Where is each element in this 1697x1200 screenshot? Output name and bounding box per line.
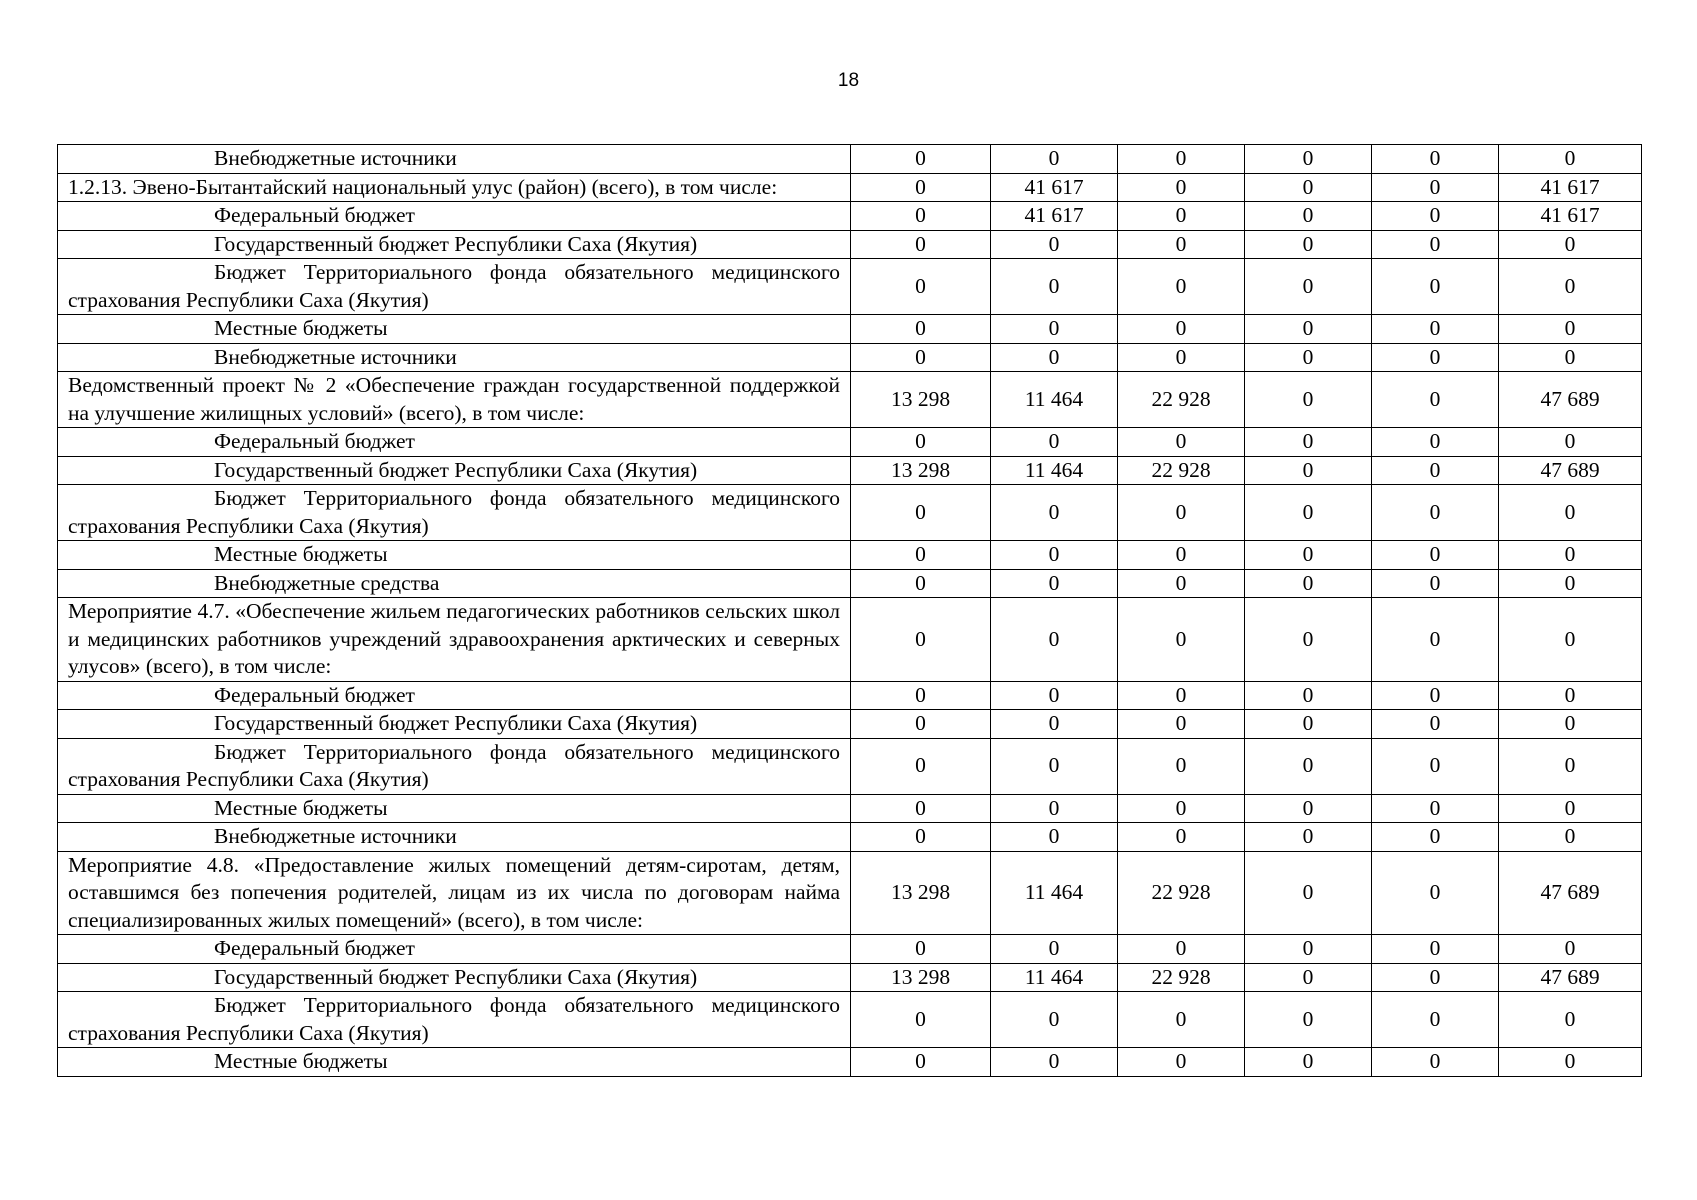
table-row	[58, 823, 1642, 852]
funding-source-label: Местные бюджеты	[58, 541, 851, 570]
total-cell: 0	[1499, 145, 1642, 174]
total-cell: 47 689	[1499, 456, 1642, 485]
value-cell: 13 298	[851, 963, 991, 992]
value-cell: 11 464	[991, 963, 1118, 992]
table-row	[58, 259, 1642, 315]
budget-table-body	[58, 145, 1642, 1077]
value-cell: 0	[1245, 428, 1372, 457]
table-row	[58, 1048, 1642, 1077]
value-cell: 0	[1245, 230, 1372, 259]
page-number: 18	[837, 70, 860, 91]
value-cell: 0	[1118, 935, 1245, 964]
value-cell: 0	[1118, 485, 1245, 541]
total-cell: 0	[1499, 259, 1642, 315]
total-cell: 0	[1499, 428, 1642, 457]
value-cell: 0	[851, 1048, 991, 1077]
value-cell: 0	[1372, 935, 1499, 964]
value-cell: 22 928	[1118, 456, 1245, 485]
value-cell: 0	[851, 541, 991, 570]
table-row	[58, 202, 1642, 231]
table-row	[58, 485, 1642, 541]
value-cell: 0	[851, 230, 991, 259]
value-cell: 0	[1372, 794, 1499, 823]
value-cell: 0	[1118, 992, 1245, 1048]
value-cell: 0	[991, 710, 1118, 739]
table-row	[58, 935, 1642, 964]
value-cell: 0	[1245, 541, 1372, 570]
table-row	[58, 428, 1642, 457]
value-cell: 0	[1245, 343, 1372, 372]
value-cell: 0	[1245, 738, 1372, 794]
table-row	[58, 738, 1642, 794]
table-row	[58, 541, 1642, 570]
value-cell: 11 464	[991, 851, 1118, 935]
table-row	[58, 794, 1642, 823]
value-cell: 0	[851, 145, 991, 174]
value-cell: 0	[991, 230, 1118, 259]
total-cell: 0	[1499, 681, 1642, 710]
value-cell: 22 928	[1118, 963, 1245, 992]
value-cell: 0	[1245, 173, 1372, 202]
funding-source-label: Федеральный бюджет	[58, 681, 851, 710]
value-cell: 0	[1372, 173, 1499, 202]
funding-source-label: Внебюджетные источники	[58, 823, 851, 852]
funding-source-label: Федеральный бюджет	[58, 935, 851, 964]
table-row	[58, 963, 1642, 992]
value-cell: 0	[1245, 851, 1372, 935]
table-row	[58, 598, 1642, 682]
value-cell: 0	[1118, 202, 1245, 231]
value-cell: 0	[851, 823, 991, 852]
value-cell: 0	[991, 428, 1118, 457]
table-row	[58, 992, 1642, 1048]
value-cell: 0	[851, 569, 991, 598]
funding-source-label: Государственный бюджет Республики Саха (Якутия)	[58, 456, 851, 485]
value-cell: 0	[851, 598, 991, 682]
value-cell: 0	[1372, 202, 1499, 231]
total-cell: 47 689	[1499, 372, 1642, 428]
value-cell: 0	[1118, 794, 1245, 823]
total-cell: 0	[1499, 569, 1642, 598]
value-cell: 0	[1118, 145, 1245, 174]
funding-source-label: Местные бюджеты	[58, 315, 851, 344]
table-row	[58, 710, 1642, 739]
value-cell: 0	[1372, 343, 1499, 372]
value-cell: 0	[991, 315, 1118, 344]
value-cell: 0	[1118, 823, 1245, 852]
funding-source-label: Бюджет Территориального фонда обязательного медицинского страхования Республики Саха (Якутия)	[58, 259, 851, 315]
table-row	[58, 569, 1642, 598]
value-cell: 0	[1372, 145, 1499, 174]
funding-source-label: Государственный бюджет Республики Саха (Якутия)	[58, 963, 851, 992]
value-cell: 0	[1118, 569, 1245, 598]
value-cell: 0	[851, 681, 991, 710]
value-cell: 0	[991, 992, 1118, 1048]
value-cell: 0	[991, 794, 1118, 823]
program-label: 1.2.13. Эвено-Бытантайский национальный улус (район) (всего), в том числе:	[58, 173, 851, 202]
funding-source-label: Государственный бюджет Республики Саха (Якутия)	[58, 710, 851, 739]
value-cell: 0	[851, 173, 991, 202]
value-cell: 0	[1118, 230, 1245, 259]
total-cell: 0	[1499, 315, 1642, 344]
value-cell: 0	[991, 343, 1118, 372]
value-cell: 11 464	[991, 372, 1118, 428]
value-cell: 0	[851, 315, 991, 344]
value-cell: 0	[851, 738, 991, 794]
funding-source-label: Бюджет Территориального фонда обязательного медицинского страхования Республики Саха (Якутия)	[58, 992, 851, 1048]
program-label: Мероприятие 4.7. «Обеспечение жильем педагогических работников сельских школ и медицинских работников учреждений здравоохранения арктических и северных улусов» (всего), в том числе:	[58, 598, 851, 682]
value-cell: 0	[851, 259, 991, 315]
value-cell: 0	[1372, 569, 1499, 598]
value-cell: 0	[851, 710, 991, 739]
value-cell: 0	[991, 935, 1118, 964]
funding-source-label: Бюджет Территориального фонда обязательного медицинского страхования Республики Саха (Якутия)	[58, 738, 851, 794]
value-cell: 0	[991, 541, 1118, 570]
value-cell: 0	[1245, 259, 1372, 315]
value-cell: 0	[991, 823, 1118, 852]
total-cell: 0	[1499, 230, 1642, 259]
total-cell: 0	[1499, 598, 1642, 682]
value-cell: 0	[1372, 710, 1499, 739]
value-cell: 0	[1372, 823, 1499, 852]
value-cell: 0	[1372, 851, 1499, 935]
funding-source-label: Внебюджетные средства	[58, 569, 851, 598]
value-cell: 0	[1372, 738, 1499, 794]
value-cell: 0	[1372, 485, 1499, 541]
value-cell: 0	[1372, 541, 1499, 570]
value-cell: 0	[1372, 992, 1499, 1048]
value-cell: 0	[1245, 598, 1372, 682]
total-cell: 41 617	[1499, 173, 1642, 202]
total-cell: 47 689	[1499, 851, 1642, 935]
total-cell: 0	[1499, 485, 1642, 541]
budget-table	[57, 144, 1642, 1077]
value-cell: 0	[991, 259, 1118, 315]
table-row	[58, 145, 1642, 174]
value-cell: 0	[1118, 598, 1245, 682]
value-cell: 0	[1118, 315, 1245, 344]
value-cell: 0	[851, 343, 991, 372]
table-row	[58, 372, 1642, 428]
value-cell: 0	[1245, 710, 1372, 739]
value-cell: 0	[991, 485, 1118, 541]
value-cell: 41 617	[991, 173, 1118, 202]
total-cell: 47 689	[1499, 963, 1642, 992]
value-cell: 0	[1245, 145, 1372, 174]
funding-source-label: Местные бюджеты	[58, 1048, 851, 1077]
value-cell: 0	[991, 681, 1118, 710]
value-cell: 0	[1245, 992, 1372, 1048]
value-cell: 22 928	[1118, 851, 1245, 935]
value-cell: 0	[1372, 372, 1499, 428]
value-cell: 0	[1372, 1048, 1499, 1077]
funding-source-label: Внебюджетные источники	[58, 343, 851, 372]
value-cell: 0	[1118, 259, 1245, 315]
value-cell: 0	[1245, 1048, 1372, 1077]
funding-source-label: Внебюджетные источники	[58, 145, 851, 174]
value-cell: 0	[1118, 1048, 1245, 1077]
value-cell: 0	[991, 1048, 1118, 1077]
value-cell: 0	[851, 485, 991, 541]
value-cell: 0	[1245, 202, 1372, 231]
value-cell: 0	[1118, 428, 1245, 457]
value-cell: 0	[1245, 823, 1372, 852]
value-cell: 0	[1372, 315, 1499, 344]
value-cell: 11 464	[991, 456, 1118, 485]
program-label: Мероприятие 4.8. «Предоставление жилых помещений детям-сиротам, детям, оставшимся без попечения родителей, лицам из их числа по договорам найма специализированных жилых помещений» (всего), в том числе:	[58, 851, 851, 935]
table-row	[58, 681, 1642, 710]
value-cell: 22 928	[1118, 372, 1245, 428]
value-cell: 0	[1245, 485, 1372, 541]
value-cell: 0	[1372, 230, 1499, 259]
value-cell: 0	[991, 598, 1118, 682]
table-row	[58, 343, 1642, 372]
value-cell: 0	[1118, 541, 1245, 570]
total-cell: 41 617	[1499, 202, 1642, 231]
value-cell: 0	[1372, 456, 1499, 485]
funding-source-label: Федеральный бюджет	[58, 428, 851, 457]
value-cell: 13 298	[851, 456, 991, 485]
value-cell: 0	[851, 428, 991, 457]
table-row	[58, 456, 1642, 485]
value-cell: 0	[851, 794, 991, 823]
value-cell: 0	[1118, 710, 1245, 739]
table-row	[58, 230, 1642, 259]
value-cell: 0	[1372, 681, 1499, 710]
total-cell: 0	[1499, 710, 1642, 739]
value-cell: 0	[851, 935, 991, 964]
value-cell: 0	[1118, 681, 1245, 710]
total-cell: 0	[1499, 935, 1642, 964]
value-cell: 0	[1118, 173, 1245, 202]
value-cell: 0	[1245, 794, 1372, 823]
funding-source-label: Бюджет Территориального фонда обязательного медицинского страхования Республики Саха (Якутия)	[58, 485, 851, 541]
value-cell: 0	[1245, 315, 1372, 344]
value-cell: 41 617	[991, 202, 1118, 231]
table-row	[58, 851, 1642, 935]
funding-source-label: Государственный бюджет Республики Саха (Якутия)	[58, 230, 851, 259]
total-cell: 0	[1499, 1048, 1642, 1077]
value-cell: 0	[1118, 738, 1245, 794]
total-cell: 0	[1499, 823, 1642, 852]
total-cell: 0	[1499, 794, 1642, 823]
total-cell: 0	[1499, 343, 1642, 372]
value-cell: 0	[1118, 343, 1245, 372]
value-cell: 0	[1372, 259, 1499, 315]
table-row	[58, 173, 1642, 202]
total-cell: 0	[1499, 738, 1642, 794]
table-row	[58, 315, 1642, 344]
value-cell: 0	[1245, 456, 1372, 485]
value-cell: 0	[1245, 963, 1372, 992]
value-cell: 0	[1372, 428, 1499, 457]
value-cell: 0	[1372, 963, 1499, 992]
value-cell: 0	[1372, 598, 1499, 682]
total-cell: 0	[1499, 541, 1642, 570]
funding-source-label: Федеральный бюджет	[58, 202, 851, 231]
total-cell: 0	[1499, 992, 1642, 1048]
value-cell: 0	[1245, 935, 1372, 964]
value-cell: 0	[1245, 681, 1372, 710]
program-label: Ведомственный проект № 2 «Обеспечение граждан государственной поддержкой на улучшение жилищных условий» (всего), в том числе:	[58, 372, 851, 428]
value-cell: 0	[851, 992, 991, 1048]
value-cell: 13 298	[851, 372, 991, 428]
value-cell: 0	[991, 145, 1118, 174]
value-cell: 0	[991, 738, 1118, 794]
funding-source-label: Местные бюджеты	[58, 794, 851, 823]
value-cell: 0	[991, 569, 1118, 598]
value-cell: 0	[1245, 372, 1372, 428]
value-cell: 0	[1245, 569, 1372, 598]
value-cell: 13 298	[851, 851, 991, 935]
value-cell: 0	[851, 202, 991, 231]
